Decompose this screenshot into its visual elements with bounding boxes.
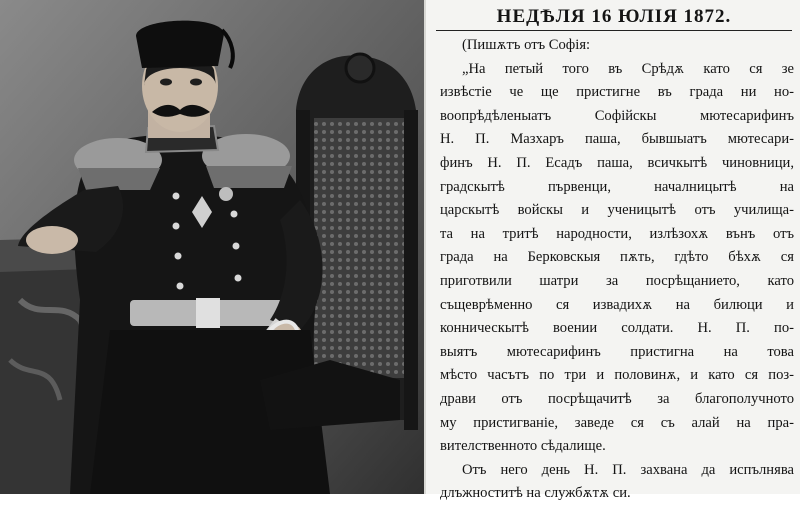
- article-line: града на Берковскыя пѫть, гдѣто бѣхѫ ся: [440, 249, 794, 266]
- article-line: градскытѣ първенци, началницытѣ на: [440, 178, 794, 195]
- article-line: конническытѣ воении солдати. Н. П. по-: [440, 320, 794, 337]
- closing-line: Отъ него день Н. П. захвана да испълнява: [462, 461, 794, 478]
- article-line: финъ Н. П. Есадъ паша, всичкытѣ чиновници,: [440, 154, 794, 171]
- article-line: Н. П. Мазхаръ паша, бывшыатъ мютесари-: [440, 131, 794, 148]
- article-line: същеврѣменно ся извадихѫ на билюци и: [440, 296, 794, 313]
- article-line: та на тритѣ народности, излѣзохѫ вънъ отъ: [440, 225, 794, 242]
- article-line: приготвили шатри за посрѣщанието, като: [440, 272, 794, 289]
- article-line: мѣсто часътъ по три и половинѫ, и като ся поз-: [440, 367, 794, 384]
- article-line: выятъ мютесарифинъ пристигна на това: [440, 343, 794, 360]
- header-rule: [436, 30, 792, 31]
- closing-line: длъжноститѣ на службѫтѫ си.: [440, 485, 631, 502]
- article-line: му пристигванiе, заведе ся съ алай на пра-: [440, 414, 794, 431]
- article-line: драви отъ посрѣщачитѣ за благополучното: [440, 390, 794, 407]
- article-line: царскытѣ войскы и ученицытѣ отъ училища-: [440, 202, 794, 219]
- article-line: воопрѣдѣленыатъ Софійскы мютесарифинъ: [440, 107, 794, 124]
- newspaper-clipping: [424, 0, 800, 502]
- article-line: вителственното сѣдалище.: [440, 438, 606, 455]
- clipping-date-header: НЕДѢЛЯ 16 ЮЛІЯ 1872.: [496, 6, 732, 27]
- article-line: извѣстіе че ще пристигне въ града ни но-: [440, 84, 794, 101]
- article-body: [440, 34, 794, 506]
- article-dateline: (Пишѫтъ отъ Софія:: [462, 37, 591, 53]
- article-line: „На петый того въ Срѣдѫ като ся зе: [462, 60, 794, 77]
